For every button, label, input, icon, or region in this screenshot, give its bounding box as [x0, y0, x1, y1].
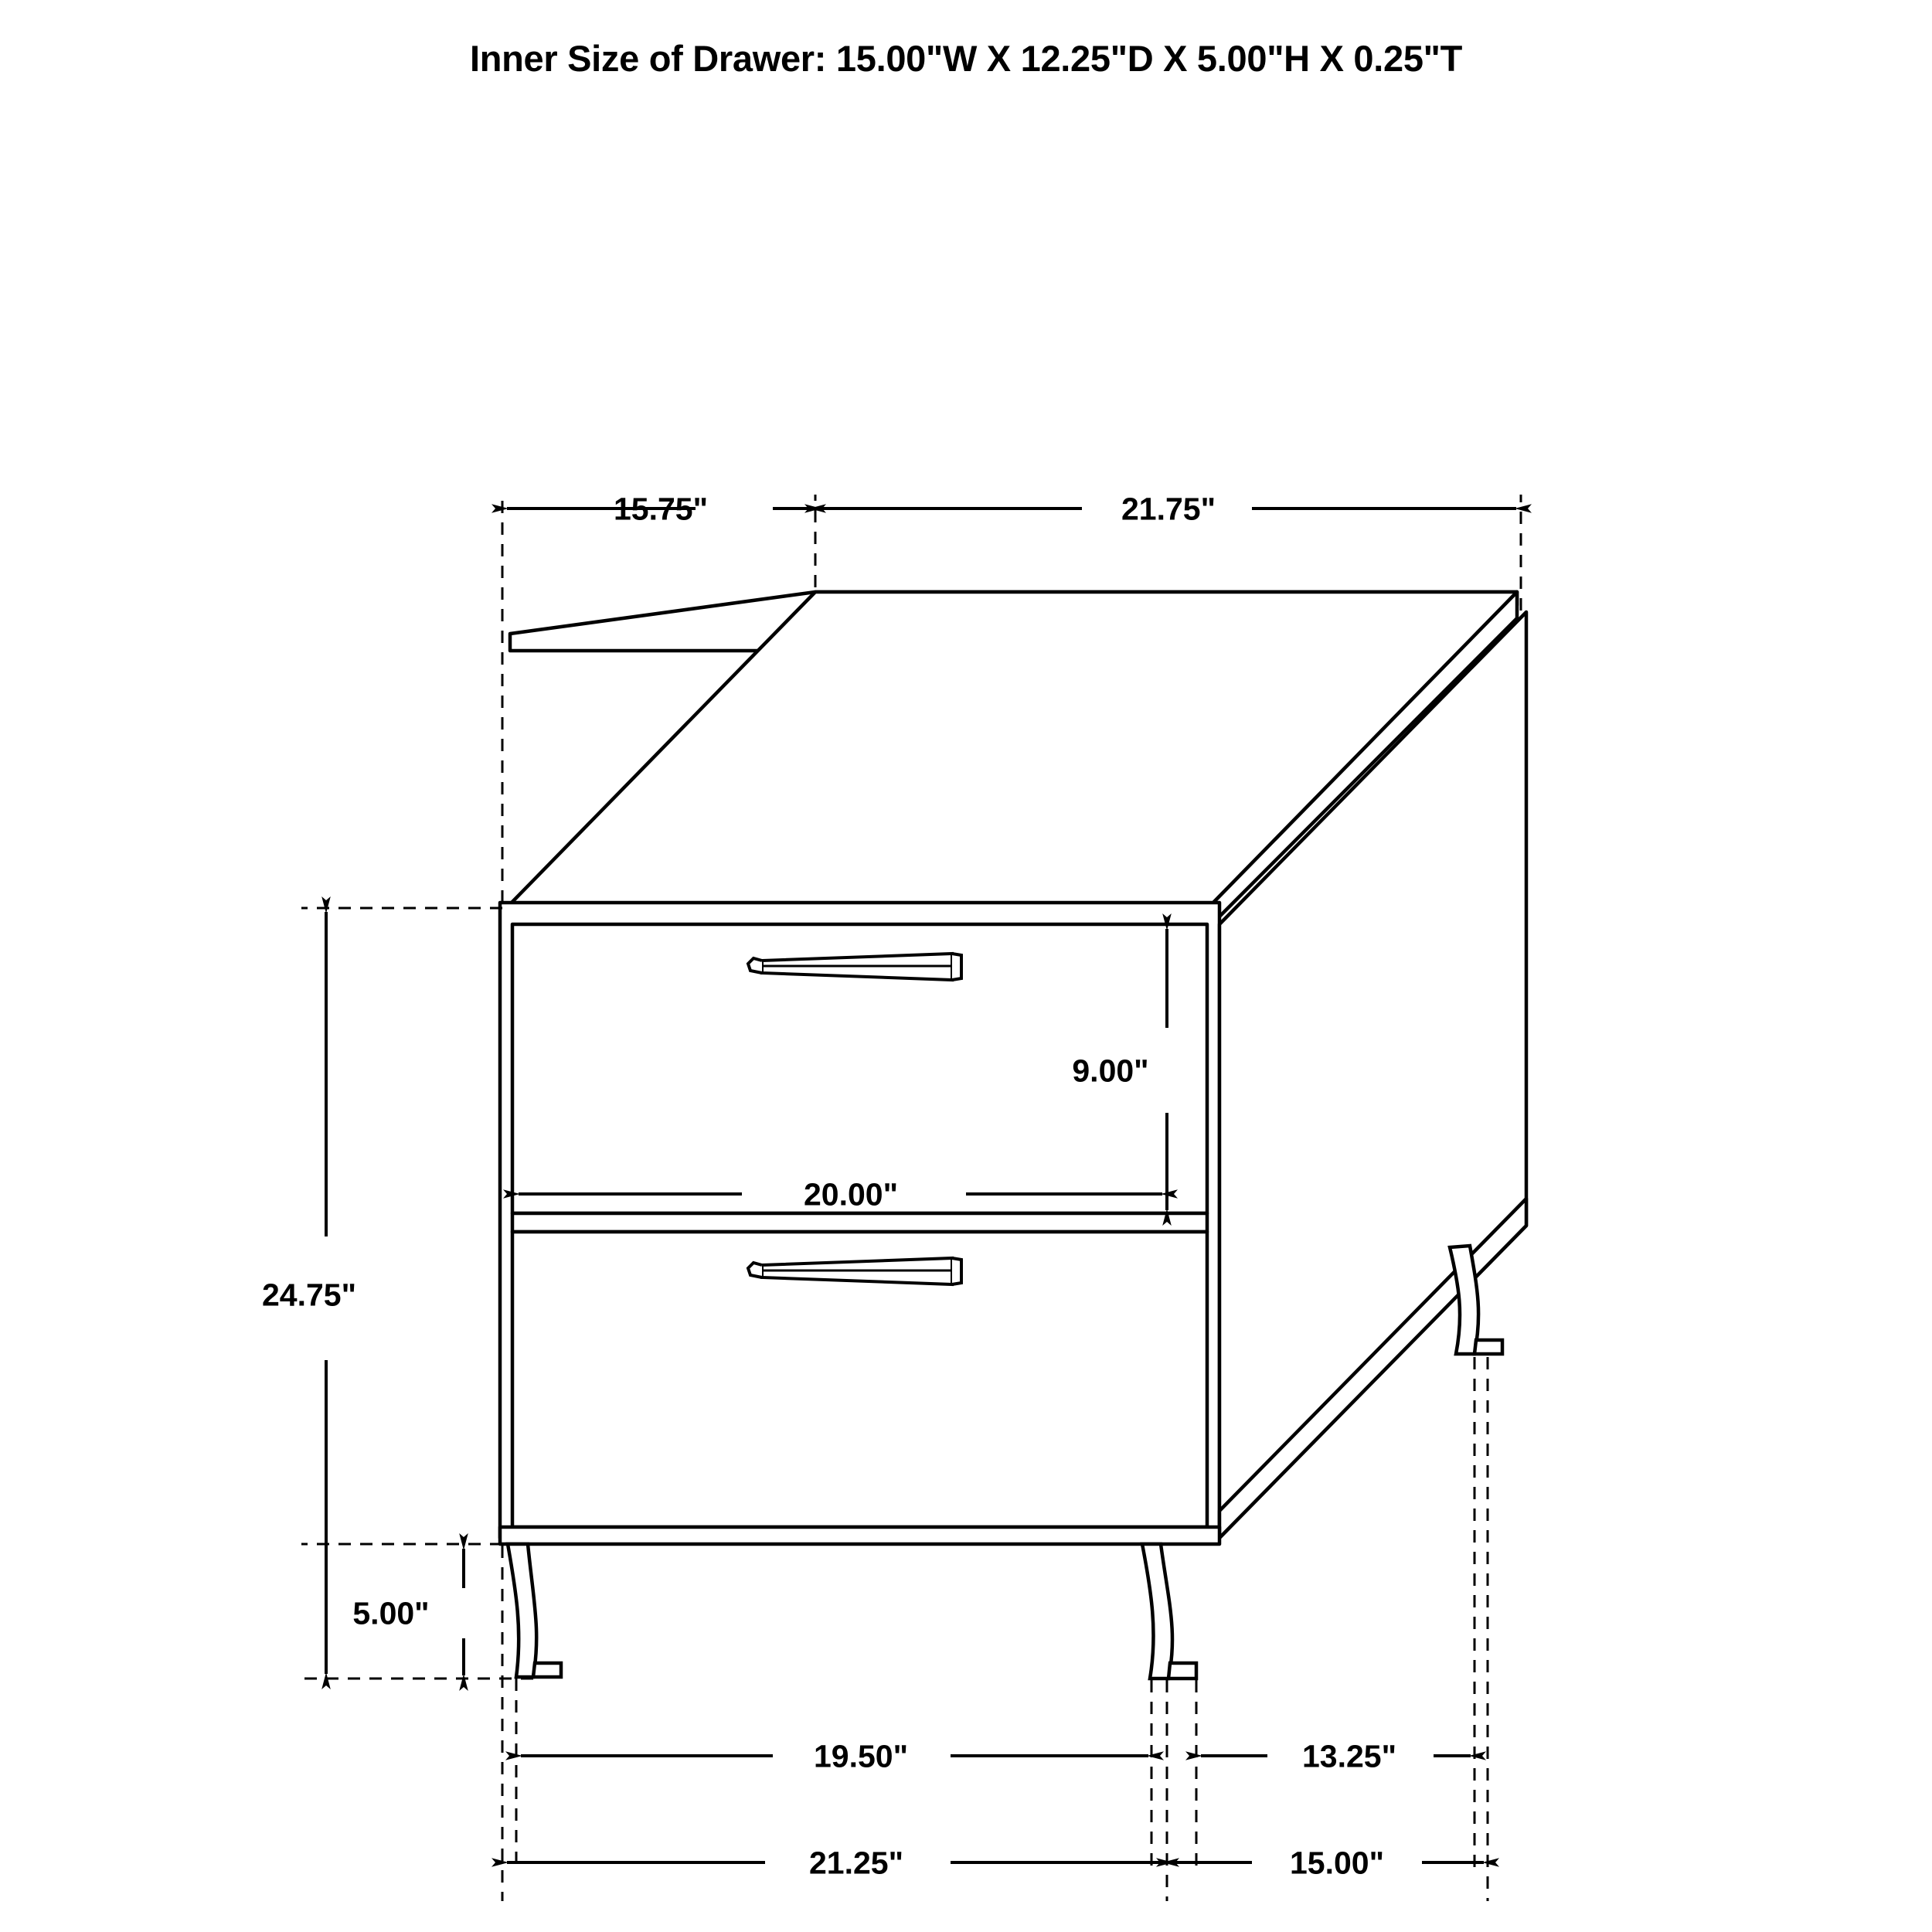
dim-drawer-height: 9.00"	[1072, 1053, 1149, 1089]
dim-drawer-width: 20.00"	[803, 1176, 899, 1213]
dim-side-leg-span: 13.25"	[1301, 1738, 1397, 1774]
dim-case-height: 24.75"	[261, 1277, 357, 1313]
cabinet-body	[500, 592, 1526, 1544]
dim-top-left-depth: 15.75"	[613, 491, 709, 527]
dim-overall-width: 21.25"	[808, 1845, 904, 1881]
dim-overall-depth: 15.00"	[1289, 1845, 1385, 1881]
dim-top-right-width: 21.75"	[1121, 491, 1216, 527]
dim-leg-height: 5.00"	[352, 1595, 430, 1631]
page-title: Inner Size of Drawer: 15.00"W X 12.25"D X 5.00"H X 0.25"T	[469, 38, 1463, 79]
dim-front-leg-span: 19.50"	[813, 1738, 909, 1774]
